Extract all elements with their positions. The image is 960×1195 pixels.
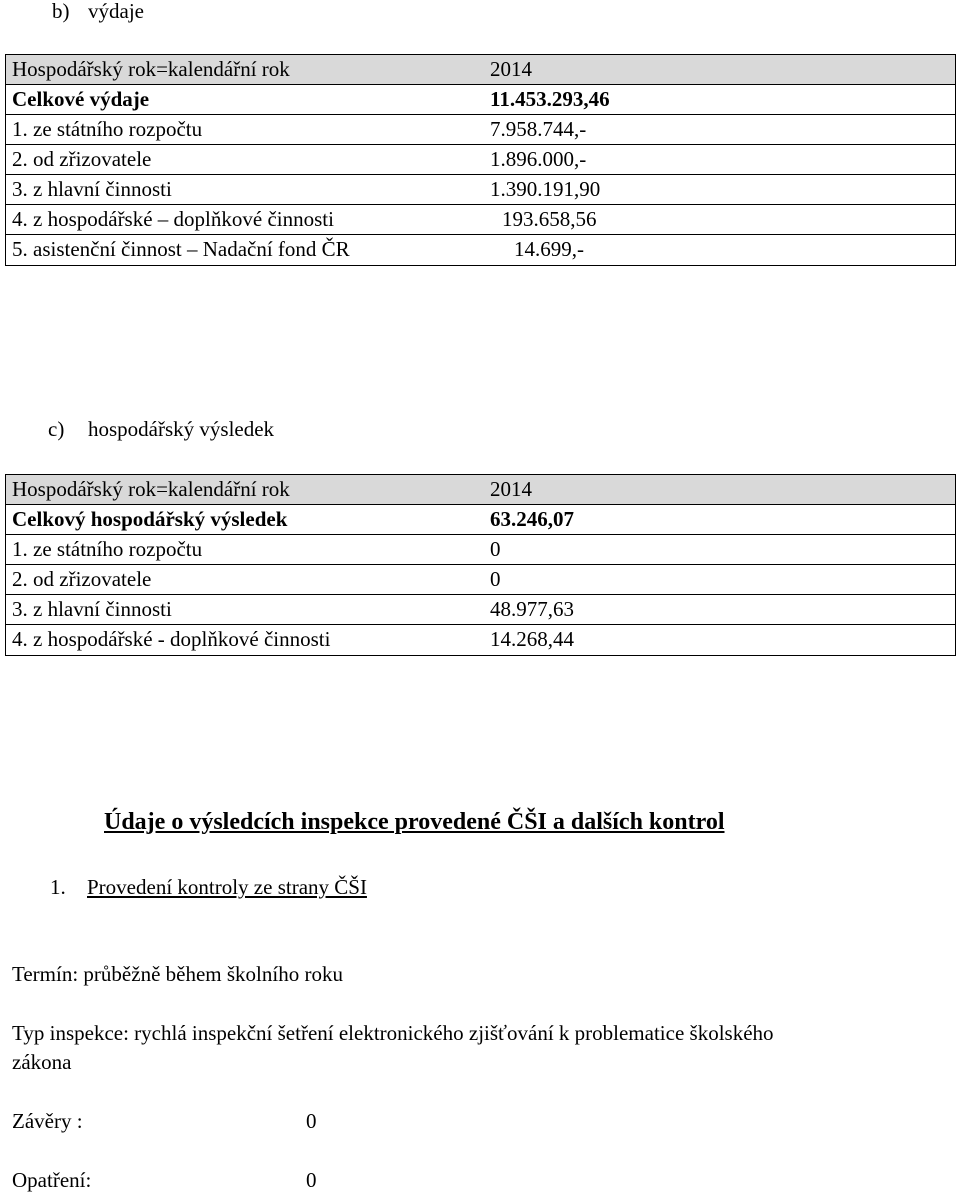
- section-b-label: b): [52, 0, 70, 23]
- result-table: [5, 474, 956, 656]
- section-c-title: hospodářský výsledek: [88, 417, 275, 441]
- table-row: [6, 55, 955, 85]
- row-label: Celkový hospodářský výsledek: [12, 507, 288, 531]
- table-row: [6, 85, 955, 115]
- row-label: Hospodářský rok=kalendářní rok: [12, 477, 290, 501]
- conclusions-label: Závěry :: [12, 1109, 83, 1133]
- table-row: [6, 565, 955, 595]
- inspection-heading: Údaje o výsledcích inspekce provedené ČŠI a dalších kontrol: [104, 809, 725, 835]
- inspection-type-cont: zákona: [12, 1050, 72, 1074]
- table-row: [6, 475, 955, 505]
- row-label: 4. z hospodářské – doplňkové činnosti: [12, 207, 334, 231]
- table-row: [6, 205, 955, 235]
- inspection-term: Termín: průběžně během školního roku: [12, 962, 343, 986]
- row-value: 63.246,07: [490, 507, 574, 531]
- row-label: 4. z hospodářské - doplňkové činnosti: [12, 627, 331, 651]
- row-value: 14.699,-: [514, 237, 584, 261]
- row-value: 11.453.293,46: [490, 87, 610, 111]
- measures-value: 0: [306, 1168, 317, 1192]
- section-b-title: výdaje: [88, 0, 144, 23]
- conclusions-value: 0: [306, 1109, 317, 1133]
- row-value: 14.268,44: [490, 627, 574, 651]
- row-label: 3. z hlavní činnosti: [12, 177, 172, 201]
- table-row: [6, 115, 955, 145]
- row-value: 48.977,63: [490, 597, 574, 621]
- measures-label: Opatření:: [12, 1168, 92, 1192]
- inspection-type: Typ inspekce: rychlá inspekční šetření elektronického zjišťování k problematice školského: [12, 1021, 774, 1045]
- item-number: 1.: [50, 875, 66, 899]
- row-label: 2. od zřizovatele: [12, 567, 152, 591]
- row-value: 193.658,56: [502, 207, 597, 231]
- table-row: [6, 505, 955, 535]
- section-c-label: c): [48, 417, 65, 441]
- row-label: 5. asistenční činnost – Nadační fond ČR: [12, 237, 350, 261]
- table-row: [6, 235, 955, 265]
- table-row: [6, 145, 955, 175]
- table-row: [6, 175, 955, 205]
- row-value: 0: [490, 537, 501, 561]
- row-label: 3. z hlavní činnosti: [12, 597, 172, 621]
- row-label: 1. ze státního rozpočtu: [12, 537, 203, 561]
- row-value: 0: [490, 567, 501, 591]
- row-label: Celkové výdaje: [12, 87, 150, 111]
- row-value: 7.958.744,-: [490, 117, 587, 141]
- row-value: 1.896.000,-: [490, 147, 587, 171]
- row-value: 1.390.191,90: [490, 177, 601, 201]
- table-row: [6, 535, 955, 565]
- row-value: 2014: [490, 57, 532, 81]
- row-label: 1. ze státního rozpočtu: [12, 117, 203, 141]
- item-title: Provedení kontroly ze strany ČŠI: [87, 875, 367, 899]
- table-row: [6, 625, 955, 655]
- row-value: 2014: [490, 477, 532, 501]
- row-label: Hospodářský rok=kalendářní rok: [12, 57, 290, 81]
- expenses-table: [5, 54, 956, 266]
- row-label: 2. od zřizovatele: [12, 147, 152, 171]
- table-row: [6, 595, 955, 625]
